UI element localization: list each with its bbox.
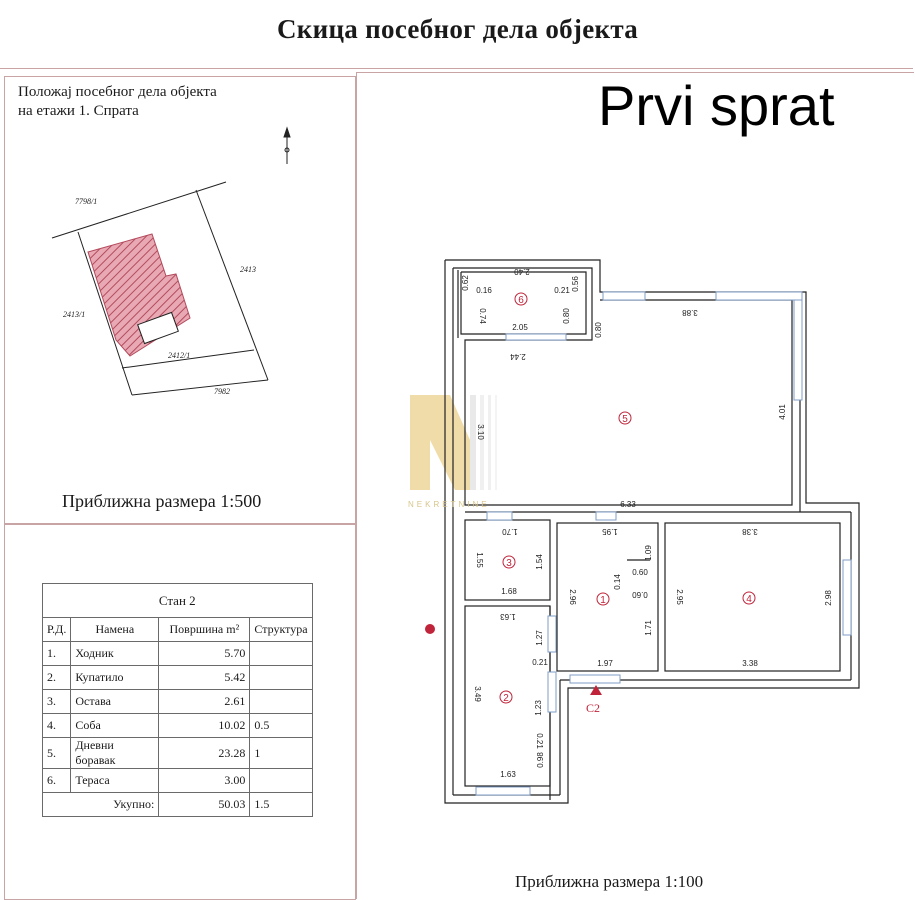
room-4-label: 4 [746,594,752,605]
dim-2-40: 2.40 [514,267,530,276]
row-area: 5.42 [159,666,250,690]
dim-1-70: 1.70 [502,527,518,536]
dim-0-80-hall: 0.80 [594,322,603,338]
row-structure [250,769,312,793]
dim-2-05: 2.05 [512,323,528,332]
row-no: 5. [43,738,71,769]
row-area: 23.28 [159,738,250,769]
dim-4-01: 4.01 [778,404,787,420]
dim-1-27: 1.27 [535,630,544,646]
windows [476,292,851,795]
page-title: Скица посебног дела објекта [276,14,639,44]
table-row [43,666,313,690]
row-name: Остава [71,690,159,714]
row-name: Ходник [71,642,159,666]
dim-2-98: 2.98 [824,590,833,606]
parcel-label-2412-1: 2412/1 [168,351,191,360]
dim-0-21-bath: 0.21 [532,658,548,667]
room-5-label: 5 [622,414,628,425]
dim-3-10: 3.10 [476,424,485,440]
dim-0-60-a: 0.60 [632,568,648,577]
row-name: Купатило [71,666,159,690]
north-arrow-icon [284,128,290,164]
parcel-label-2413: 2413 [240,265,256,274]
row-structure [250,666,312,690]
total-structure: 1.5 [250,793,312,817]
dim-1-54: 1.54 [535,554,544,570]
dim-2-95: 2.95 [675,589,684,605]
dim-1-97: 1.97 [597,659,613,668]
table-row [43,642,313,666]
dim-3-38-bottom: 3.38 [742,659,758,668]
row-no: 1. [43,642,71,666]
row-area: 10.02 [159,714,250,738]
dim-0-16: 0.16 [476,286,492,295]
room-6-label: 6 [518,295,524,306]
dim-2-96: 2.96 [568,589,577,605]
watermark-text: NEKRETNINE [408,500,490,509]
row-no: 6. [43,769,71,793]
dim-0-21-terrace: 0.21 [554,286,570,295]
dim-0-62: 0.62 [461,275,470,291]
table-caption: Стан 2 [43,584,313,618]
dim-1-71: 1.71 [644,620,653,636]
table-row [43,769,313,793]
parcel-label-7798: 7798/1 [75,197,98,206]
dim-3-88: 3.88 [682,308,698,317]
c2-point-marker [590,685,602,695]
area-table [42,583,313,817]
table-row [43,714,313,738]
table-row [43,738,313,769]
dim-0-98: 0.98 [536,752,545,768]
row-name: Тераса [71,769,159,793]
row-no: 4. [43,714,71,738]
row-structure [250,690,312,714]
dim-1-95: 1.95 [602,527,618,536]
location-scale: Приближна размера 1:500 [62,491,262,511]
location-line-1: Положај посебног дела објекта [18,84,217,100]
row-structure: 0.5 [250,714,312,738]
parcel-sketch [52,182,268,395]
reference-point-marker [425,624,435,634]
plan-scale: Приближна размера 1:100 [515,872,704,891]
row-no: 2. [43,666,71,690]
row-area: 3.00 [159,769,250,793]
dim-1-63-bottom: 1.63 [500,770,516,779]
row-structure: 1 [250,738,312,769]
dim-1-68: 1.68 [501,587,517,596]
dim-6-33: 6.33 [620,500,636,509]
total-label: Укупно: [43,793,159,817]
table-total-row [43,793,313,817]
row-no: 3. [43,690,71,714]
c2-point-label: C2 [586,701,601,715]
row-area: 2.61 [159,690,250,714]
table-header-area: Површина m² [159,618,250,642]
dim-3-49: 3.49 [473,686,482,702]
row-structure [250,642,312,666]
total-area: 50.03 [159,793,250,817]
dim-1-09: 1.09 [644,545,653,561]
dim-1-23: 1.23 [534,700,543,716]
table-row [43,690,313,714]
dim-3-38-top: 3.38 [742,527,758,536]
parcel-label-2413-1: 2413/1 [63,310,86,319]
dim-0-60-b: 0.60 [632,590,648,599]
dim-1-55: 1.55 [475,552,484,568]
room-1-label: 1 [600,595,606,606]
dim-0-21-bath-b: 0.21 [535,733,544,749]
dim-0-56: 0.56 [571,276,580,292]
dim-2-44: 2.44 [510,352,526,361]
row-name: Дневни боравак [71,738,159,769]
floor-label: Prvi sprat [598,74,835,137]
dim-0-80-terrace: 0.80 [562,308,571,324]
dim-0-14: 0.14 [613,574,622,590]
dim-0-74: 0.74 [478,308,487,324]
room-3-label: 3 [506,558,512,569]
table-header-no: Р.Д. [43,618,71,642]
dim-1-63-top: 1.63 [500,612,516,621]
parcel-label-7982: 7982 [214,387,230,396]
table-header-name: Намена [71,618,159,642]
row-name: Соба [71,714,159,738]
table-header-structure: Структура [250,618,312,642]
location-line-2: на етажи 1. Спрата [18,103,139,119]
row-area: 5.70 [159,642,250,666]
room-2-label: 2 [503,693,509,704]
